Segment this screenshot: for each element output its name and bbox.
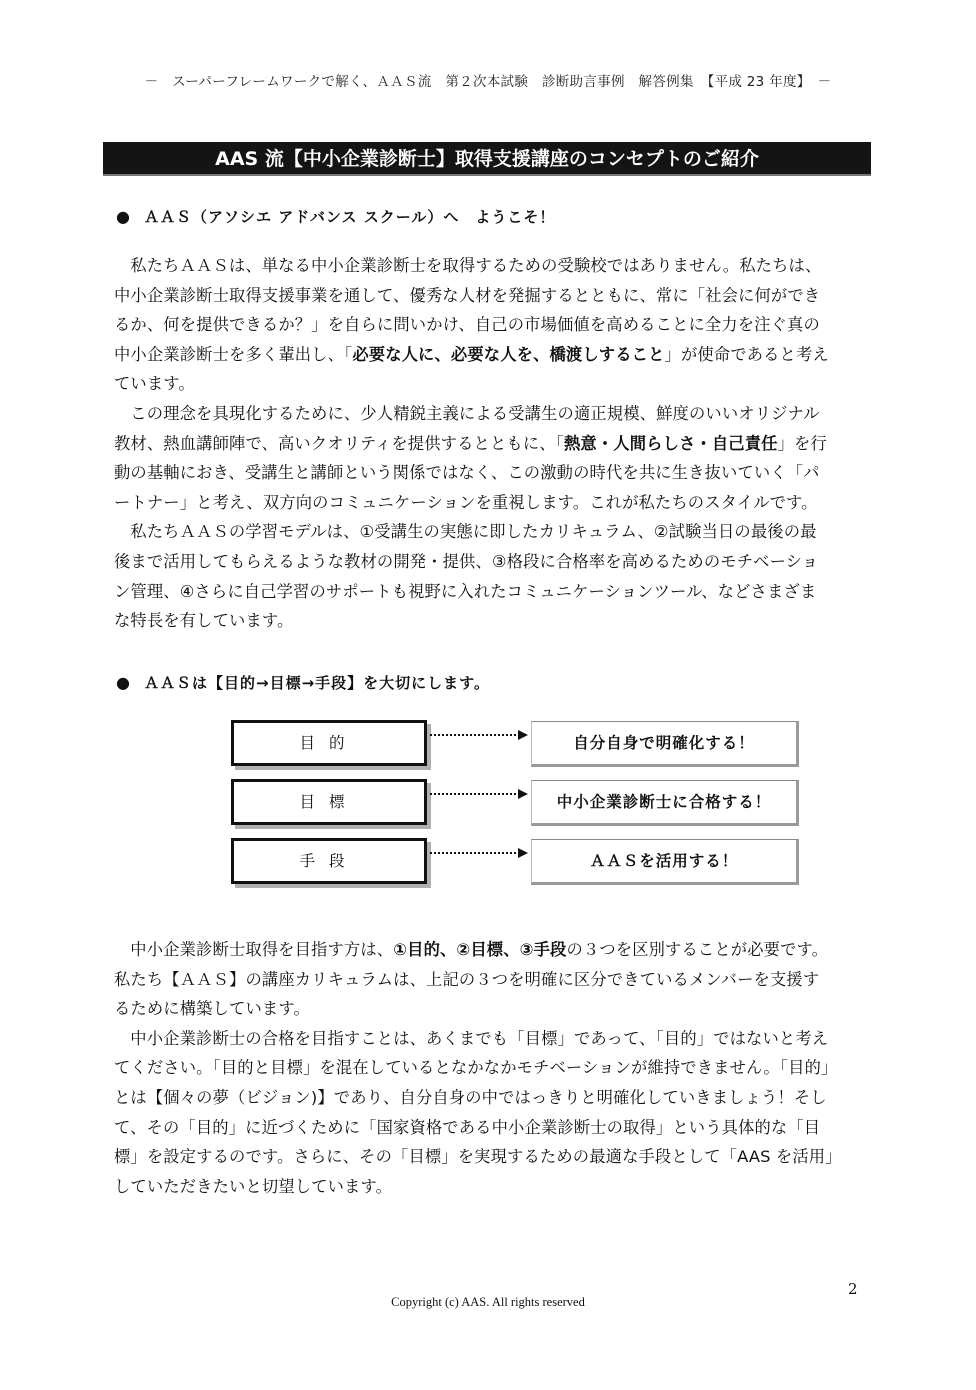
paragraph-line: ン管理、④さらに自己学習のサポートも視野に入れたコミュニケーションツール、などさまざま [114, 581, 817, 601]
paragraph-line: ートナー」と考え、双方向のコミュニケーションを重視します。これが私たちのスタイルです。 [114, 492, 818, 512]
text-run: 教材、熱血講師陣で、高いクオリティを提供するとともに、「 [114, 433, 564, 453]
text-run: の３つを区別することが必要です。 [566, 940, 829, 959]
page-number: 2 [848, 1280, 858, 1298]
paragraph-line [114, 429, 866, 459]
dotted-arrow-icon [430, 847, 530, 859]
section2-body [114, 935, 866, 1201]
section-title-bar: AAS 流【中小企業診断士】取得支援講座のコンセプトのご紹介 [103, 142, 871, 176]
section1-heading-text: ＡＡＳ（アソシエ アドバンス スクール）へ ようこそ！ [144, 208, 556, 226]
section1-body [114, 251, 866, 636]
paragraph-line: この理念を具現化するために、少人精鋭主義による受講生の適正規模、鮮度のいいオリジナル [130, 403, 820, 423]
running-header: － スーパーフレームワークで解く、ＡＡＳ流 第２次本試験 診断助言事例 解答例集 【平成 23 年度】 － [144, 74, 832, 90]
paragraph-line: な特長を有しています。 [114, 611, 294, 631]
dotted-arrow-icon [430, 788, 530, 800]
bullet-icon: ● [116, 207, 131, 226]
copyright-notice: Copyright (c) AAS. All rights reserved [391, 1295, 585, 1309]
text-run: 中小企業診断士取得を目指す方は、 [130, 940, 394, 959]
paragraph-line: 私たちＡＡＳの学習モデルは、①受講生の実態に即したカリキュラム、②試験当日の最後の最 [130, 522, 817, 542]
paragraph-line: て、その「目的」に近づくために「国家資格である中小企業診断士の取得」という具体的な「目 [114, 1117, 821, 1137]
text-run: 中小企業診断士を多く輩出し、「 [114, 344, 353, 364]
diagram-box-purpose-desc: 自分自身で明確化する！ [531, 721, 799, 767]
paragraph-line: てください。「目的と目標」を混在しているとなかなかモチベーションが維持できません。「目的」 [114, 1058, 838, 1078]
paragraph-line [114, 935, 866, 965]
paragraph-line: 後まで活用してもらえるような教材の開発・提供、③格段に合格率を高めるためのモチベーショ [114, 551, 819, 571]
diagram-box-goal-desc: 中小企業診断士に合格する！ [531, 780, 799, 826]
dotted-arrow-icon [430, 729, 530, 741]
emphasis-text: 必要な人に、必要な人を、橋渡しすること [352, 344, 665, 364]
paragraph-line: るために構築しています。 [114, 999, 310, 1019]
diagram-box-goal: 目標 [231, 779, 427, 825]
paragraph-line: 中小企業診断士の合格を目指すことは、あくまでも「目標」であって、「目的」ではないと考え [130, 1028, 829, 1048]
paragraph-line: とは【個々の夢（ビジョン)】であり、自分自身の中ではっきりと明確化していきましょう！そし [114, 1087, 827, 1107]
emphasis-text: ①目的、②目標、③手段 [393, 940, 567, 959]
paragraph-line: ています。 [114, 374, 195, 394]
paragraph-line [114, 340, 866, 370]
paragraph-line: していただきたいと切望しています。 [114, 1176, 393, 1196]
paragraph-line: るか、何を提供できるか？」を自らに問いかけ、自己の市場価値を高めることに全力を注ぐ真の [114, 315, 820, 335]
diagram-box-means: 手段 [231, 838, 427, 884]
section1-heading [116, 206, 555, 227]
paragraph-line: 私たちＡＡＳは、単なる中小企業診断士を取得するための受験校ではありません。私たちは、 [130, 256, 822, 275]
paragraph-line: 標」を設定するのです。さらに、その「目標」を実現するための最適な手段として「AAS を活用」 [114, 1147, 842, 1167]
section2-heading [116, 672, 490, 693]
bullet-icon: ● [116, 673, 131, 692]
emphasis-text: 熱意・人間らしさ・自己責任 [563, 433, 778, 453]
paragraph-line: 私たち【ＡＡＳ】の講座カリキュラムは、上記の３つを明確に区分できているメンバーを支援す [114, 969, 820, 989]
text-run: 」を行 [777, 433, 827, 453]
diagram-box-means-desc: ＡＡＳを活用する！ [531, 839, 799, 885]
text-run: 」が使命であると考え [664, 344, 829, 364]
paragraph-line: 動の基軸におき、受講生と講師という関係ではなく、この激動の時代を共に生き抜いていく「パ [114, 463, 820, 483]
paragraph-line: 中小企業診断士取得支援事業を通して、優秀な人材を発掘するとともに、常に「社会に何ができ [114, 285, 821, 305]
diagram-box-purpose: 目的 [231, 720, 427, 766]
section2-heading-text: ＡＡＳは【目的→目標→手段】を大切にします。 [144, 674, 490, 692]
